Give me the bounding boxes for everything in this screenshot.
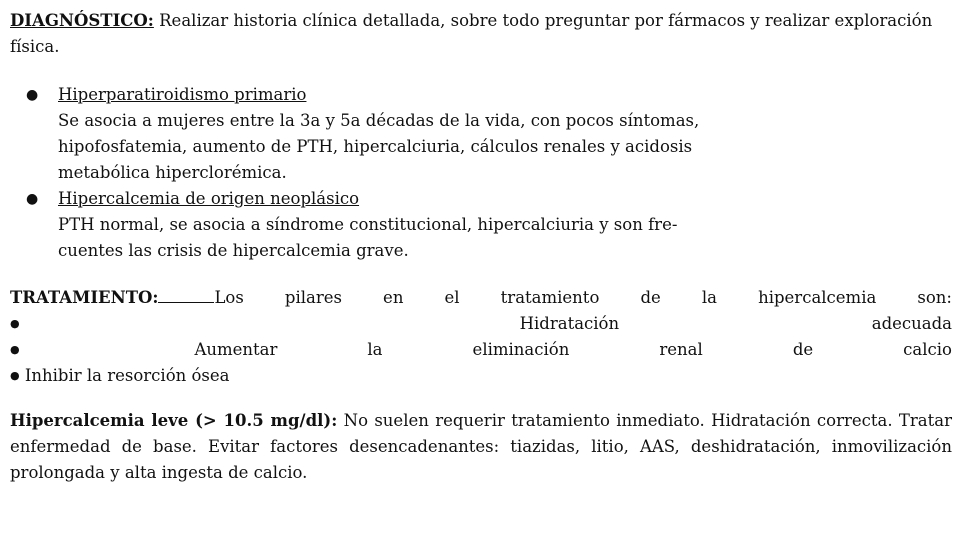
bullet-icon: ● [10,343,105,356]
bullet-icon: ● [26,191,39,207]
hipercalcemia-leve-paragraph [10,408,952,486]
tratamiento-item [10,311,952,337]
tratamiento-item-text: Aumentar la eliminación renal de calcio [194,340,952,359]
tratamiento-item [10,337,952,363]
bullet-icon: ● [10,369,20,382]
list-item-title: Hiperparatiroidismo primario [58,85,307,104]
tratamiento-section [10,285,952,389]
hipercalcemia-leve-label: Hipercalcemia leve (> 10.5 mg/dl): [10,411,338,430]
tratamiento-item-text: Hidratación adecuada [519,314,952,333]
list-item-title: Hipercalcemia de origen neoplásico [58,189,360,208]
diagnostico-label: DIAGNÓSTICO: [10,11,154,30]
tratamiento-item-text: Inhibir la resorción ósea [24,366,230,385]
list-item [26,82,706,186]
list-item-text: PTH normal, se asocia a síndrome constitucional, hipercalciuria y son fre-cuentes las crisis de hipercalcemia grave. [58,215,678,260]
list-item-text: Se asocia a mujeres entre la 3a y 5a décadas de la vida, con pocos síntomas, hipofosfatemia, aumento de PTH, hipercalciuria, cálculos renales y acidosis metabólica hiperclorémica. [58,111,700,182]
diagnostico-text: Realizar historia clínica detallada, sobre todo preguntar por fármacos y realizar exploración física. [10,11,933,56]
list-item [26,186,706,264]
tratamiento-intro-line [10,285,952,311]
diagnostico-paragraph [10,8,952,60]
tratamiento-intro: Los pilares en el tratamiento de la hipercalcemia son: [214,288,952,307]
underline-gap [158,301,214,303]
diagnosis-list [26,82,706,264]
bullet-icon: ● [10,317,267,330]
tratamiento-item [10,363,952,389]
hipercalcemia-leve-text: No suelen requerir tratamiento inmediato. Hidratación correcta. Tratar enfermedad de base. Evitar factores desencadenantes: tiazidas, litio, AAS, deshidratación, inmovilización prolongada y alta ingesta de calcio. [10,411,952,482]
bullet-icon: ● [26,87,39,103]
tratamiento-label: TRATAMIENTO: [10,288,159,307]
